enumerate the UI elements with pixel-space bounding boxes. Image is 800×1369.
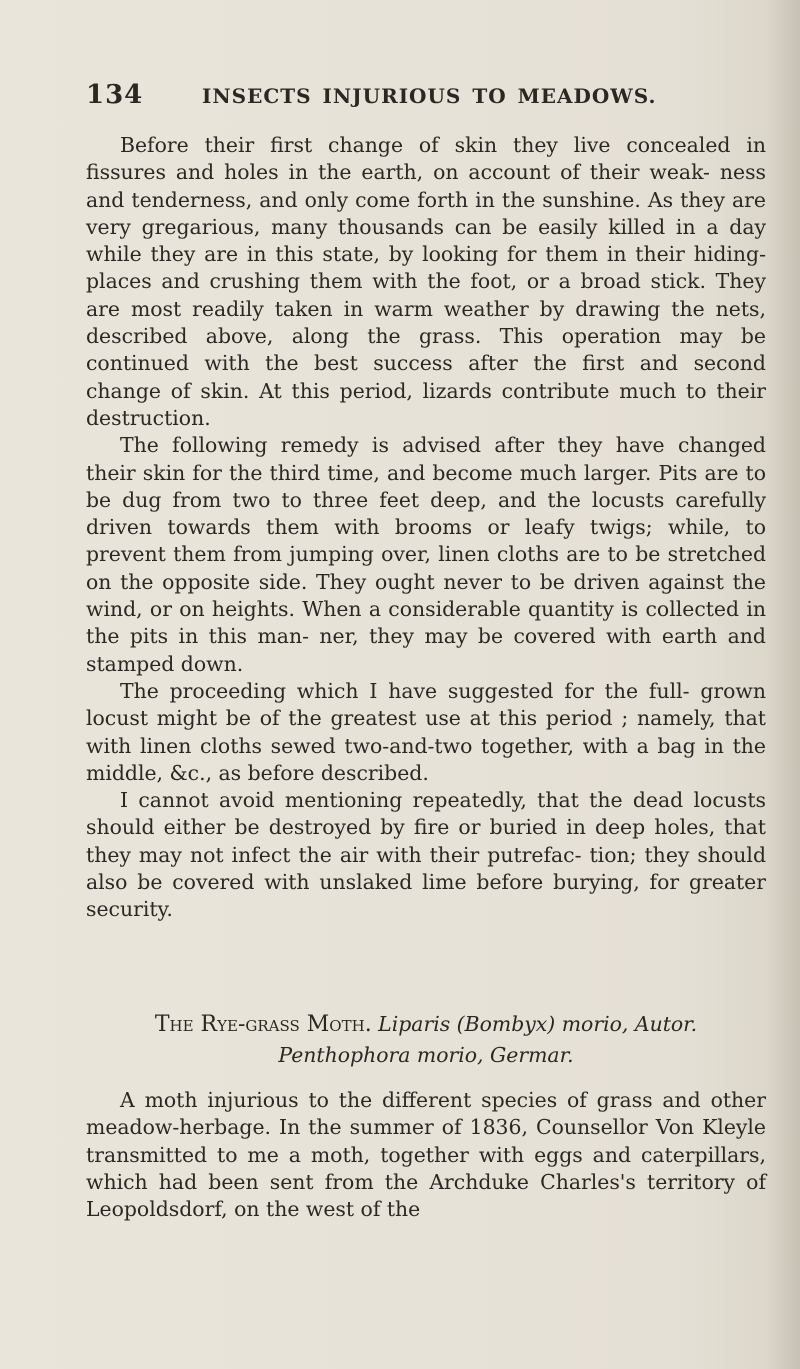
- page-header: [86, 80, 766, 120]
- running-title: INSECTS INJURIOUS TO MEADOWS.: [202, 84, 657, 108]
- section-heading: [86, 1009, 766, 1070]
- section-title: The Rye-grass Moth.: [154, 1012, 372, 1037]
- paragraph: I cannot avoid mentioning repeatedly, that the dead locusts should either be destroyed by fire or buried in deep holes, that they may not infect the air with their putrefac- tion; they should also be covered with unslaked lime before burying, for greater security.: [86, 788, 766, 922]
- section-latin-name: Liparis (Bombyx) morio, Autor.: [378, 1012, 698, 1036]
- page-edge-shadow: [766, 0, 800, 1369]
- paragraph: A moth injurious to the different species of grass and other meadow-herbage. In the summer of 1836, Counsellor Von Kleyle transmitted to me a moth, together with eggs and caterpillars, which had been sent from the Archduke Charles's territory of Leopoldsdorf, on the west of the: [86, 1088, 766, 1222]
- paragraph: The following remedy is advised after they have changed their skin for the third time, and become much larger. Pits are to be dug from two to three feet deep, and the locusts carefully driven towards them with brooms or leafy twigs; while, to prevent them from jumping over, linen cloths are to be stretched on the opposite side. They ought never to be driven against the wind, or on heights. When a considerable quantity is collected in the pits in this man- ner, they may be covered with earth and stamped down.: [86, 433, 766, 676]
- section-heading-line: [86, 1009, 766, 1040]
- paragraph: Before their first change of skin they live concealed in fissures and holes in the earth, on account of their weak- ness and tenderness, and only come forth in the sunshine. As they are very gregarious, many thousands can be easily killed in a day while they are in this state, by looking for them in their hiding-places and crushing them with the foot, or a broad stick. They are most readily taken in warm weather by drawing the nets, described above, along the grass. This operation may be continued with the best success after the first and second change of skin. At this period, lizards contribute much to their destruction.: [86, 133, 766, 430]
- body-text: [86, 132, 766, 924]
- section-body-text: [86, 1087, 766, 1223]
- paragraph: The proceeding which I have suggested for the full- grown locust might be of the greatest use at this period ; namely, that with linen cloths sewed two-and-two together, with a bag in the middle, &c., as before described.: [86, 678, 766, 785]
- page-number: 134: [86, 80, 144, 110]
- section-synonym: Penthophora morio, Germar.: [278, 1043, 574, 1067]
